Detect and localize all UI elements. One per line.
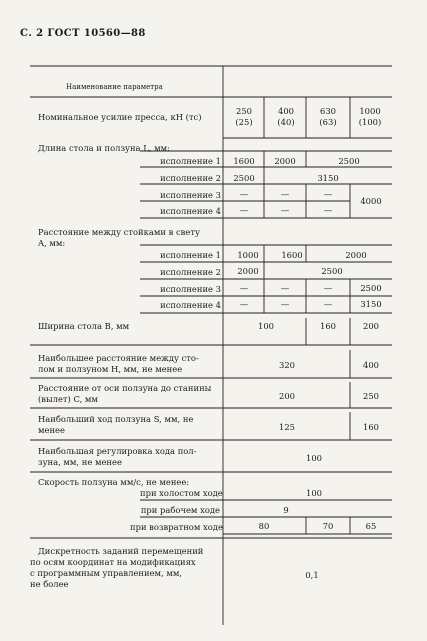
distance-row1-v1: 1000	[237, 250, 259, 260]
distance-row3-v2: —	[280, 283, 290, 293]
reach-l1: Расстояние от оси ползуна до станины	[38, 383, 212, 393]
distance-row4-v3: —	[323, 299, 333, 309]
stroke-l1: Наибольший ход ползуна S, мм, не	[38, 414, 194, 424]
distance-row1-v2: 1600	[281, 250, 303, 260]
distance-row1-v3: 2000	[345, 250, 367, 260]
discrete-v: 0,1	[305, 570, 319, 580]
nominal-100: (100)	[358, 117, 382, 127]
speed-row3-v1: 80	[258, 521, 270, 531]
length-row1-v1: 1600	[233, 156, 255, 166]
length-row1-label: исполнение 1	[160, 156, 221, 166]
length-row1-v2: 2000	[274, 156, 296, 166]
distance-row3-v3: —	[323, 283, 333, 293]
speed-label: Скорость ползуна мм/с, не менее:	[38, 477, 190, 487]
column-header-parameter: Наименование параметра	[66, 83, 163, 91]
distance-row2-label: исполнение 2	[160, 267, 221, 277]
page-header: С. 2 ГОСТ 10560—88	[20, 28, 146, 39]
length-row4-v2: —	[280, 205, 290, 215]
nominal-25: (25)	[235, 117, 253, 127]
speed-row3-v3: 65	[365, 521, 377, 531]
speed-row3-v2: 70	[322, 521, 334, 531]
distance-row2-v2: 2500	[321, 266, 343, 276]
width-v3: 200	[363, 321, 379, 331]
nominal-1000: 1000	[359, 106, 381, 116]
discrete-l2: по осям координат на модификациях	[30, 557, 196, 567]
width-v2: 160	[320, 321, 336, 331]
adjust-l2: зуна, мм, не менее	[38, 457, 122, 467]
length-row3-v2: —	[280, 189, 290, 199]
stroke-v1: 125	[279, 422, 295, 432]
speed-row2-label: при рабочем ходе	[140, 505, 220, 515]
discrete-l4: не более	[30, 579, 69, 589]
distance-row1-label: исполнение 1	[160, 250, 221, 260]
nominal-630: 630	[320, 106, 336, 116]
length-row3-v3: —	[323, 189, 333, 199]
distance-label-l1: Расстояние между стойками в свету	[38, 227, 200, 237]
nominal-250: 250	[236, 106, 252, 116]
length-row2-v1: 2500	[233, 173, 255, 183]
reach-l2: (вылет) C, мм	[38, 394, 98, 404]
max-distance-l1: Наибольшее расстояние между сто-	[38, 353, 199, 363]
nominal-400: 400	[278, 106, 294, 116]
length-row34-v4: 4000	[360, 196, 382, 206]
length-row4-v1: —	[239, 205, 249, 215]
length-row2-v2: 3150	[317, 173, 339, 183]
distance-row3-v4: 2500	[360, 283, 382, 293]
speed-row3-label: при возвратном ходе	[130, 522, 223, 532]
reach-v2: 250	[363, 391, 379, 401]
distance-row4-v1: —	[239, 299, 249, 309]
distance-row2-v1: 2000	[237, 266, 259, 276]
adjust-l1: Наибольшая регулировка хода пол-	[38, 446, 197, 456]
width-v1: 100	[258, 321, 274, 331]
max-distance-v2: 400	[363, 360, 379, 370]
discrete-l3: с программным управлением, мм,	[30, 568, 183, 578]
nominal-63: (63)	[319, 117, 337, 127]
length-row4-v3: —	[323, 205, 333, 215]
distance-label-l2: A, мм:	[38, 238, 66, 248]
adjust-v: 100	[306, 453, 322, 463]
speed-row1-label: при холостом ходе	[140, 488, 223, 498]
discrete-l1: Дискретность заданий перемещений	[38, 546, 204, 556]
distance-row4-label: исполнение 4	[160, 300, 221, 310]
stroke-l2: менее	[38, 425, 65, 435]
reach-v1: 200	[279, 391, 295, 401]
length-row3-label: исполнение 3	[160, 190, 221, 200]
max-distance-v1: 320	[279, 360, 295, 370]
speed-row2-v: 9	[283, 505, 289, 515]
length-row4-label: исполнение 4	[160, 206, 221, 216]
length-row3-v1: —	[239, 189, 249, 199]
distance-row4-v2: —	[280, 299, 290, 309]
nominal-force-label: Номинальное усилие пресса, кН (тс)	[38, 112, 202, 122]
distance-row3-label: исполнение 3	[160, 284, 221, 294]
length-row1-v3: 2500	[338, 156, 360, 166]
max-distance-l2: лом и ползуном H, мм, не менее	[38, 364, 183, 374]
length-row2-label: исполнение 2	[160, 173, 221, 183]
nominal-40: (40)	[277, 117, 295, 127]
distance-row4-v4: 3150	[360, 299, 382, 309]
stroke-v2: 160	[363, 422, 379, 432]
width-label: Ширина стола B, мм	[38, 321, 130, 331]
speed-row1-v: 100	[306, 488, 322, 498]
length-label: Длина стола и ползуна L, мм:	[38, 143, 170, 153]
distance-row3-v1: —	[239, 283, 249, 293]
